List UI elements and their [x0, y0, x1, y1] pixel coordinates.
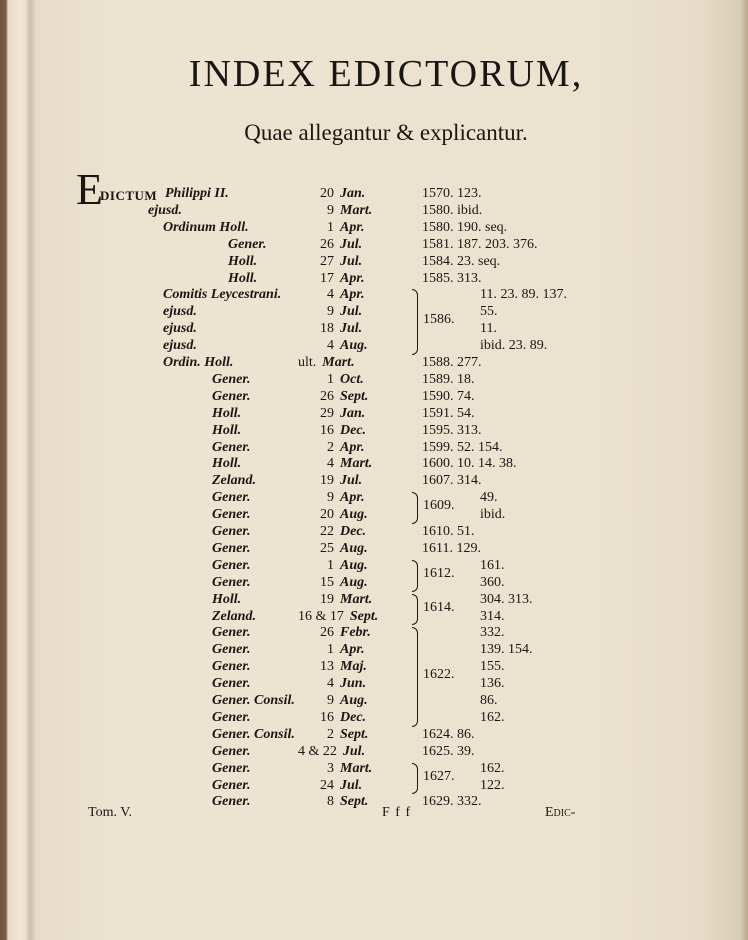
index-row [30, 321, 742, 338]
initial-letter: E [76, 165, 103, 214]
edict-month: Aug. [340, 338, 368, 354]
group-year: 1627. [423, 768, 455, 784]
edict-date [312, 541, 368, 557]
edict-month: Aug. [340, 557, 368, 573]
first-entry-word: DICTUM [100, 188, 158, 203]
edict-reference: 1610. 51. [422, 524, 475, 539]
index-row [30, 355, 742, 372]
edict-day: 9 [327, 490, 334, 506]
edict-month: Mart. [340, 591, 373, 607]
edict-day: 26 [320, 625, 334, 641]
edict-month: Dec. [340, 709, 367, 725]
edict-name: ejusd. [163, 338, 197, 354]
index-row [30, 592, 742, 609]
edict-day: 22 [320, 524, 334, 539]
edict-reference: 1600. 10. 14. 38. [422, 456, 517, 472]
edict-day: 20 [320, 507, 334, 523]
edict-name: Gener. [212, 490, 251, 506]
edict-date [298, 355, 355, 371]
edict-reference: 122. [480, 777, 505, 793]
index-row [30, 456, 742, 473]
edict-date [312, 507, 368, 523]
edict-name: Gener. [212, 743, 251, 759]
edict-month: Maj. [340, 659, 367, 675]
edict-date [312, 203, 372, 219]
edict-month: Aug. [340, 574, 368, 590]
edict-month: Mart. [340, 760, 373, 776]
edict-month: Jul. [340, 777, 363, 793]
index-row [30, 372, 742, 389]
edict-name: Comitis Leycestrani. [163, 287, 282, 303]
index-row [30, 507, 742, 524]
page-subtitle: Quae allegantur & explicantur. [244, 120, 528, 145]
edict-day: 29 [320, 405, 334, 421]
edict-name: Gener. [212, 676, 251, 692]
group-bracket [412, 763, 418, 795]
index-row [30, 524, 742, 541]
index-row [30, 693, 742, 710]
edict-day: 27 [320, 253, 334, 269]
edict-name: Gener. Consil. [212, 726, 295, 742]
group-bracket [412, 492, 418, 524]
index-row [30, 304, 742, 321]
index-row [30, 423, 742, 440]
edict-date [312, 456, 372, 472]
edict-date [312, 778, 362, 794]
index-row [30, 727, 742, 744]
index-row [30, 744, 742, 761]
edict-reference: 49. [480, 490, 498, 506]
footer-signature: F f f [382, 805, 412, 820]
index-row [30, 541, 742, 558]
group-year: 1612. [423, 565, 455, 581]
edict-day: 2 [327, 439, 334, 455]
edict-date [298, 743, 366, 760]
edict-month: Apr. [340, 642, 365, 658]
edict-date [312, 254, 362, 270]
edict-month: Mart. [322, 355, 355, 370]
edict-reference: 1570. 123. [422, 186, 482, 201]
edict-date [312, 761, 372, 777]
edict-reference: 86. [480, 693, 498, 708]
edict-reference: 162. [480, 760, 505, 776]
edict-day: 4 & 22 [298, 743, 337, 759]
edict-date [312, 575, 368, 591]
edict-day: ult. [298, 355, 317, 370]
edict-date [312, 321, 362, 337]
edict-day: 2 [327, 726, 334, 742]
edict-date [312, 592, 372, 608]
edict-name: Holl. [212, 456, 242, 472]
index-row [30, 642, 742, 659]
edict-month: Jan. [340, 186, 366, 201]
index-row [30, 440, 742, 457]
edict-reference: 1591. 54. [422, 405, 475, 421]
edict-name: Gener. [212, 777, 251, 793]
edict-month: Sept. [340, 726, 369, 742]
edict-reference: 1625. 39. [422, 743, 475, 759]
edict-reference: 1580. 190. seq. [422, 219, 508, 235]
edict-month: Aug. [340, 540, 368, 556]
edict-reference: 1585. 313. [422, 270, 482, 286]
edict-name: Gener. [212, 371, 251, 387]
edict-date [312, 473, 362, 489]
edict-reference: 1599. 52. 154. [422, 439, 503, 455]
edict-reference: 314. [480, 608, 505, 624]
edict-name: Holl. [212, 405, 242, 421]
edict-name: Ordin. Holl. [163, 355, 234, 370]
edict-day: 20 [320, 186, 334, 201]
edict-reference: 304. 313. [480, 591, 533, 607]
edict-day: 15 [320, 574, 334, 590]
edict-reference: 162. [480, 709, 505, 725]
group-year: 1622. [423, 667, 455, 683]
edict-date [312, 676, 366, 692]
edict-reference: 1580. ibid. [422, 202, 483, 218]
edict-date [312, 659, 367, 675]
group-bracket [412, 560, 418, 592]
index-row [30, 237, 742, 254]
edict-month: Mart. [340, 456, 373, 472]
edict-name: Gener. [212, 507, 251, 523]
edict-day: 19 [320, 591, 334, 607]
edict-date [312, 524, 366, 540]
edict-date [312, 287, 365, 303]
edict-month: Febr. [340, 625, 371, 641]
edict-day: 1 [327, 557, 334, 573]
edict-reference: 1588. 277. [422, 355, 482, 370]
edict-name: Gener. [212, 794, 251, 810]
edict-day: 1 [327, 642, 334, 658]
edict-reference: 1595. 313. [422, 422, 482, 438]
edict-month: Aug. [340, 507, 368, 523]
edict-reference: 1624. 86. [422, 726, 475, 742]
edict-name: Gener. [212, 659, 251, 675]
group-bracket [412, 289, 418, 355]
edict-date [312, 440, 365, 456]
edict-name: Zeland. [212, 608, 256, 624]
edict-date [312, 237, 362, 253]
index-row [30, 761, 742, 778]
edict-month: Aug. [340, 693, 368, 708]
index-row [30, 625, 742, 642]
edict-day: 4 [327, 676, 334, 692]
index-row [30, 575, 742, 592]
index-row [30, 609, 742, 626]
edict-day: 17 [320, 270, 334, 286]
edict-day: 18 [320, 321, 334, 337]
edict-month: Apr. [340, 287, 365, 303]
group-year: 1609. [423, 498, 455, 514]
edict-day: 26 [320, 388, 334, 404]
edict-name: Gener. [212, 439, 251, 455]
edict-date [312, 794, 368, 810]
index-row [30, 254, 742, 271]
edict-reference: 1629. 332. [422, 794, 482, 810]
edict-name: ejusd. [163, 321, 197, 337]
edict-day: 1 [327, 219, 334, 235]
edict-day: 9 [327, 693, 334, 708]
edict-reference: 11. 23. 89. 137. [480, 287, 567, 303]
edict-name: Holl. [228, 253, 258, 269]
index-row [30, 287, 742, 304]
edict-name: Philippi II. [165, 186, 229, 201]
page-title: INDEX EDICTORUM, [188, 53, 584, 95]
edict-reference: 1611. 129. [422, 540, 481, 556]
edict-month: Jul. [340, 321, 363, 337]
edict-month: Sept. [340, 794, 369, 810]
edict-reference: 360. [480, 574, 505, 590]
edict-name: Gener. [212, 388, 251, 404]
edict-reference: 1589. 18. [422, 371, 475, 387]
edict-reference: 139. 154. [480, 642, 533, 658]
edict-reference: 1607. 314. [422, 473, 482, 489]
edict-reference: ibid. 23. 89. [480, 338, 548, 354]
edict-reference: 55. [480, 304, 498, 320]
edict-name: Gener. [228, 236, 267, 252]
edict-date [312, 642, 365, 658]
edict-day: 16 [320, 422, 334, 438]
index-row [30, 676, 742, 693]
edict-name: Gener. [212, 760, 251, 776]
edict-month: Sept. [340, 388, 369, 404]
group-year: 1586. [423, 312, 455, 328]
index-row [30, 490, 742, 507]
index-row [30, 389, 742, 406]
edict-month: Apr. [340, 490, 365, 506]
edict-reference: 11. [480, 321, 497, 337]
edict-month: Dec. [340, 422, 367, 438]
edict-name: Ordinum Holl. [163, 219, 249, 235]
edict-name: Holl. [228, 270, 258, 286]
edict-reference: 1584. 23. seq. [422, 253, 501, 269]
edict-date [312, 338, 368, 354]
edict-day: 24 [320, 777, 334, 793]
edict-day: 26 [320, 236, 334, 252]
edict-month: Jul. [342, 743, 366, 759]
index-row [30, 203, 742, 220]
footer-volume: Tom. V. [88, 805, 133, 820]
edict-date [312, 406, 365, 422]
edict-month: Oct. [340, 371, 364, 387]
edict-day: 25 [320, 540, 334, 556]
edict-name: Gener. [212, 709, 251, 725]
index-row [30, 271, 742, 288]
edict-name: Gener. Consil. [212, 693, 295, 708]
edict-reference: 1590. 74. [422, 388, 475, 404]
edict-date [312, 220, 365, 236]
edict-month: Mart. [340, 202, 373, 218]
edict-day: 4 [327, 338, 334, 354]
edict-date [312, 625, 371, 641]
edict-day: 8 [327, 794, 334, 810]
page [30, 2, 742, 932]
edict-name: Gener. [212, 642, 251, 658]
edict-month: Apr. [340, 219, 365, 235]
edict-day: 1 [327, 371, 334, 387]
edict-reference: 136. [480, 676, 505, 692]
index-row [30, 473, 742, 490]
edict-month: Sept. [349, 608, 379, 624]
edict-day: 19 [320, 473, 334, 489]
edict-name: Gener. [212, 540, 251, 556]
group-bracket [412, 627, 418, 726]
edict-date [312, 423, 366, 439]
edict-name: ejusd. [148, 202, 182, 218]
edict-month: Apr. [340, 270, 365, 286]
edict-reference: 332. [480, 625, 505, 641]
edict-date [312, 389, 368, 405]
edict-month: Jun. [340, 676, 367, 692]
edict-day: 4 [327, 287, 334, 303]
edict-month: Jul. [340, 473, 363, 489]
edict-reference: 155. [480, 659, 505, 675]
index-row [30, 406, 742, 423]
index-row [30, 558, 742, 575]
index-row [30, 710, 742, 727]
edict-name: ejusd. [163, 304, 197, 320]
edict-reference: 1581. 187. 203. 376. [422, 236, 538, 252]
edict-date [312, 304, 362, 320]
edict-month: Jul. [340, 253, 363, 269]
footer-catchword: Edic- [545, 805, 576, 820]
edict-day: 16 & 17 [298, 608, 344, 624]
edict-name: Gener. [212, 557, 251, 573]
edict-day: 3 [327, 760, 334, 776]
index-row [30, 778, 742, 795]
index-row [30, 338, 742, 355]
edict-day: 16 [320, 709, 334, 725]
edict-day: 4 [327, 456, 334, 472]
edict-reference: 161. [480, 557, 505, 573]
index-row [30, 186, 742, 203]
edict-month: Jul. [340, 304, 363, 320]
edict-name: Gener. [212, 574, 251, 590]
edict-month: Jul. [340, 236, 363, 252]
edict-date [312, 710, 366, 726]
group-year: 1614. [423, 599, 455, 615]
edict-month: Dec. [340, 524, 367, 539]
edict-reference: ibid. [480, 507, 506, 523]
edict-day: 13 [320, 659, 334, 675]
index-row [30, 659, 742, 676]
edict-name: Holl. [212, 422, 242, 438]
edict-date [312, 490, 365, 506]
edict-month: Apr. [340, 439, 365, 455]
edict-date [298, 608, 379, 625]
edict-date [312, 372, 364, 388]
edict-name: Holl. [212, 591, 242, 607]
edict-name: Gener. [212, 625, 251, 641]
index-row [30, 220, 742, 237]
edict-date [312, 558, 368, 574]
edict-name: Zeland. [212, 473, 256, 489]
edict-day: 9 [327, 304, 334, 320]
group-bracket [412, 594, 418, 626]
edict-month: Jan. [340, 405, 366, 421]
edict-date [312, 693, 368, 709]
edict-day: 9 [327, 202, 334, 218]
edict-date [312, 727, 368, 743]
edict-date [312, 271, 365, 287]
edict-name: Gener. [212, 524, 251, 539]
edict-date [312, 186, 365, 202]
